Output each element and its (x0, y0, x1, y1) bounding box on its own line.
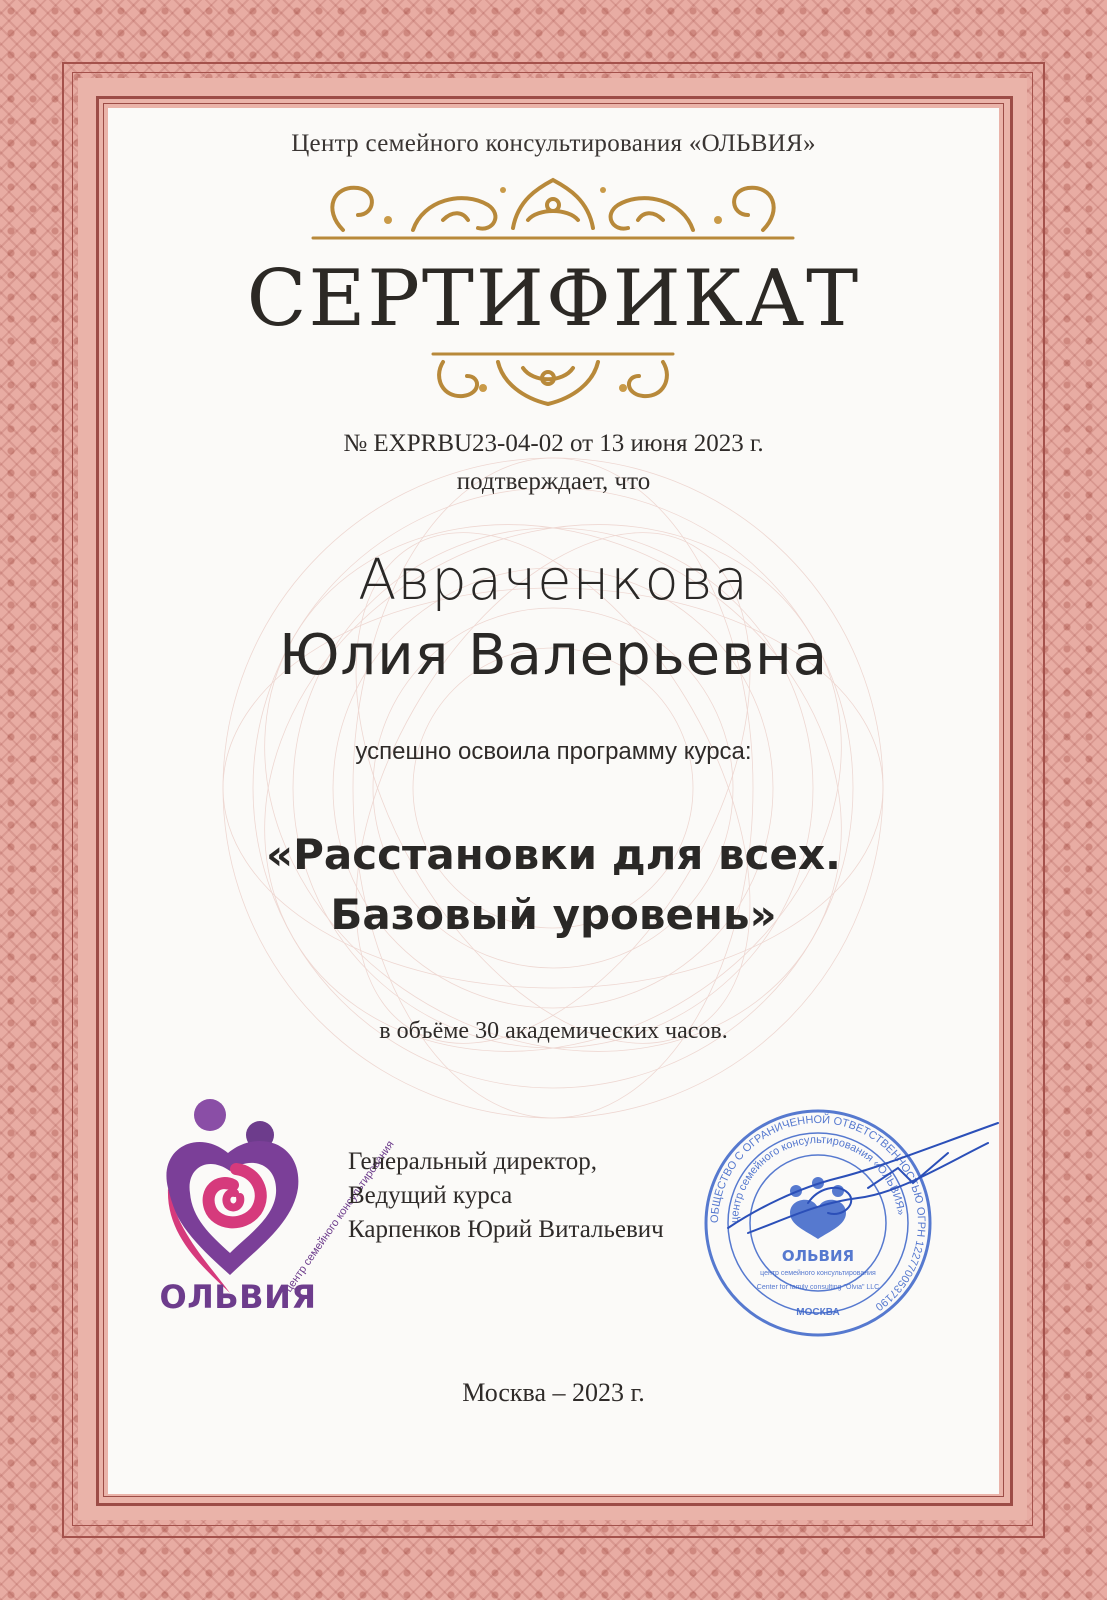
organization-name: Центр семейного консультирования «ОЛЬВИЯ» (291, 130, 816, 157)
svg-text:Center for family consulting ": Center for family consulting "Olvia" LLC (756, 1284, 880, 1291)
course-title-line1: «Расстановки для всех. (265, 830, 842, 879)
recipient-given-names: Юлия Валерьевна (278, 623, 829, 688)
gold-ornament-bottom (423, 348, 683, 410)
confirms-text: подтверждает, что (456, 468, 651, 495)
signatory-name: Карпенков Юрий Витальевич (348, 1216, 664, 1243)
svg-text:центр семейного консультирован: центр семейного консультирования (760, 1270, 876, 1277)
logo-arc-text (228, 1138, 397, 1295)
recipient-surname: Авраченкова (358, 548, 749, 613)
svg-text:ОБЩЕСТВО С ОГРАНИЧЕННОЙ ОТВЕТС: ОБЩЕСТВО С ОГРАНИЧЕННОЙ ОТВЕТСТВЕННОСТЬЮ ОГРН 1227700537190 (708, 1113, 928, 1313)
course-title-line2: Базовый уровень» (330, 890, 777, 939)
certificate-paper (108, 108, 999, 1494)
svg-text:центр семейного консультирован: центр семейного консультирования (282, 1138, 397, 1295)
svg-text:МОСКВА: МОСКВА (796, 1307, 840, 1318)
svg-text:ОЛЬВИЯ: ОЛЬВИЯ (781, 1247, 855, 1265)
logo-name: ОЛЬВИЯ (159, 1278, 317, 1316)
certificate-number: № EXPRBU23-04-02 от 13 июня 2023 г. (343, 430, 764, 457)
signatory-position: Генеральный директор, (348, 1148, 597, 1175)
place-and-year: Москва – 2023 г. (462, 1378, 645, 1407)
mastered-text: успешно освоила программу курса: (355, 738, 752, 765)
gold-ornament-top (313, 170, 793, 250)
handwritten-signature (668, 1108, 1008, 1258)
svg-text:центр семейного консультирован: центр семейного консультирования «ОЛЬВИЯ» (728, 1133, 907, 1224)
hours-text: в объёме 30 академических часов. (379, 1018, 728, 1044)
certificate-title: СЕРТИФИКАТ (246, 254, 861, 344)
signatory-role: Ведущий курса (348, 1182, 513, 1209)
